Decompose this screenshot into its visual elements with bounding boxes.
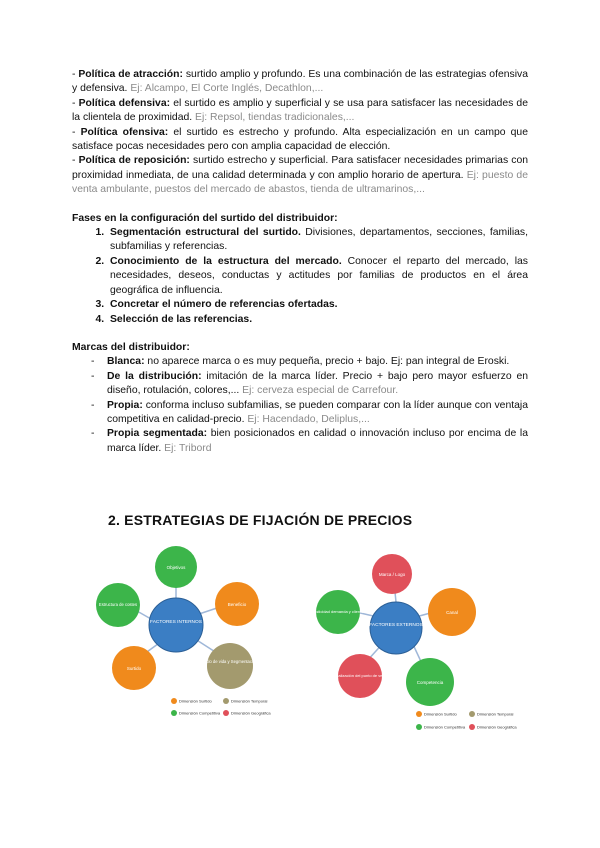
legend-dot (223, 710, 229, 716)
center-node (370, 602, 422, 654)
marca-title: Blanca: (107, 356, 145, 368)
node-label: Elasticidad demanda y clientes (310, 609, 366, 614)
marca-text: no aparece marca o es muy pequeña, precio + bajo. Ej: pan integral de Eroski. (144, 356, 510, 368)
node-label: Objetivos (166, 565, 186, 570)
list-item (107, 313, 528, 327)
legend-label: Dimensión Temporal (231, 698, 268, 704)
center-label: FACTORES EXTERNOS (369, 623, 423, 628)
factores-internos-diagram (80, 545, 300, 725)
fase-text: Conocer el reparto del mercado, las necesidades, deseos, conductas y actitudes por familias de productos en el área geográfica de influencia. (110, 255, 528, 296)
fase-title: Selección de las referencias. (110, 313, 253, 325)
list-item (72, 399, 528, 428)
node-label: Beneficio (227, 602, 247, 607)
list-item (72, 355, 528, 369)
marca-text: imitación de la marca líder. Precio + bajo pero mayor esfuerzo en diseño, rotulación, colores,... (107, 370, 529, 397)
marcas-heading: Marcas del distribuidor: (72, 341, 190, 353)
legend-dot (416, 724, 422, 730)
legend (171, 698, 271, 716)
marca-example: Ej: Hacendado, Deliplus,... (244, 413, 370, 425)
marca-title: Propia segmentada: (107, 428, 208, 440)
marca-text: bien posicionados en calidad o innovación incluso por encima de la marca líder. (107, 428, 528, 454)
node-label: Localización del punto de venta (331, 673, 389, 678)
node-label: Competencia (416, 680, 444, 685)
node-ciclo (207, 643, 253, 689)
node-label: Estructura de costes (98, 602, 138, 607)
politica-reposicion: - Política de reposición: surtido estrecho y superficial. Para satisfacer necesidades primarias con proximidad inmediata, de una calidad determinada y con amplio horario de apertura. Ej: puesto de venta ambulante, puestos del mercado de abastos, tienda de ultramarinos,... (72, 155, 529, 196)
legend-label: Dimensión Competitiva (424, 724, 466, 730)
marca-text: conforma incluso subfamilias, se pueden comparar con la líder aunque con ventaja competitiva en calidad-precio. (107, 399, 528, 425)
politica-example: Ej: Alcampo, El Corte Inglés, Decathlon,... (127, 83, 324, 95)
legend-dot (223, 698, 229, 704)
fases-heading: Fases en la configuración del surtido del distribuidor: (72, 212, 338, 224)
legend-dot (171, 710, 177, 716)
fase-title: Segmentación estructural del surtido. (110, 227, 301, 239)
node-label: Surtido (126, 666, 142, 671)
factores-externos-diagram (306, 552, 526, 734)
legend-label: Dimensión Geográfica (231, 710, 271, 716)
politica-text: el surtido es amplio y superficial y se usa para satisfacer las necesidades de la clientela de proximidad. (72, 97, 528, 124)
fase-text: Divisiones, departamentos, secciones, familias, subfamilias y referencias. (110, 227, 529, 253)
fase-title: Concretar el número de referencias ofertadas. (110, 299, 338, 311)
legend-label: Dimensión Surtido (179, 698, 212, 704)
center-node (149, 598, 203, 652)
politica-title: Política ofensiva: (80, 126, 169, 138)
marca-example: Ej: cerveza especial de Carrefour. (239, 385, 399, 397)
politica-text: surtido amplio y profundo. Es una combinación de las estrategias ofensiva y defensiva. (72, 69, 528, 95)
legend-label: Dimensión Competitiva (179, 710, 221, 716)
politica-defensiva: - Política defensiva: el surtido es amplio y superficial y se usa para satisfacer las necesidades de la clientela de proximidad. Ej: Repsol, tiendas tradicionales,... (72, 97, 528, 124)
politica-text: surtido estrecho y superficial. Para satisfacer necesidades primarias con proximidad inmediata, de una calidad determinada y con amplio horario de apertura. (72, 155, 529, 181)
legend-label: Dimensión Surtido (424, 711, 457, 717)
politica-example: Ej: puesto de venta ambulante, puestos del mercado de abastos, tienda de ultramarinos,... (72, 169, 528, 196)
legend-label: Dimensión Temporal (477, 711, 514, 717)
politica-atraccion: - Política de atracción: surtido amplio y profundo. Es una combinación de las estrategias ofensiva y defensiva. Ej: Alcampo, El Corte Inglés, Decathlon,... (72, 69, 528, 95)
center-label: FACTORES INTERNOS (150, 620, 202, 625)
list-item (72, 427, 528, 456)
list-item (107, 226, 528, 255)
legend-dot (469, 724, 475, 730)
node-label: Canal (446, 610, 458, 615)
legend-label: Dimensión Geográfica (477, 724, 517, 730)
politica-title: Política de reposición: (78, 155, 190, 167)
fases-list (72, 226, 528, 327)
list-item (107, 255, 528, 298)
node-label: Ciclo de vida y Segmentación (202, 659, 258, 664)
node-label: Marca / Logo (378, 572, 406, 577)
legend-dot (469, 711, 475, 717)
fase-title: Conocimiento de la estructura del mercado. (110, 255, 342, 267)
politica-example: Ej: Repsol, tiendas tradicionales,... (192, 112, 355, 124)
marca-title: Propia: (107, 399, 143, 411)
legend-dot (416, 711, 422, 717)
politica-text: el surtido es estrecho y profundo. Alta especialización en un campo que satisface pocas necesidades pero con amplia capacidad de elección. (72, 126, 528, 153)
section-title: 2. ESTRATEGIAS DE FIJACIÓN DE PRECIOS (108, 512, 413, 528)
marcas-list (72, 355, 528, 456)
document-body (72, 68, 528, 456)
legend-dot (171, 698, 177, 704)
politica-title: Política de atracción: (78, 69, 183, 80)
politica-ofensiva: - Política ofensiva: el surtido es estrecho y profundo. Alta especialización en un campo que satisface pocas necesidades pero con amplia capacidad de elección. (72, 126, 528, 153)
marca-title: De la distribución: (107, 370, 202, 382)
legend (416, 711, 517, 730)
marca-example: Ej: Tribord (161, 442, 212, 454)
politica-title: Política defensiva: (78, 97, 171, 109)
list-item (72, 370, 528, 399)
list-item (107, 298, 528, 312)
